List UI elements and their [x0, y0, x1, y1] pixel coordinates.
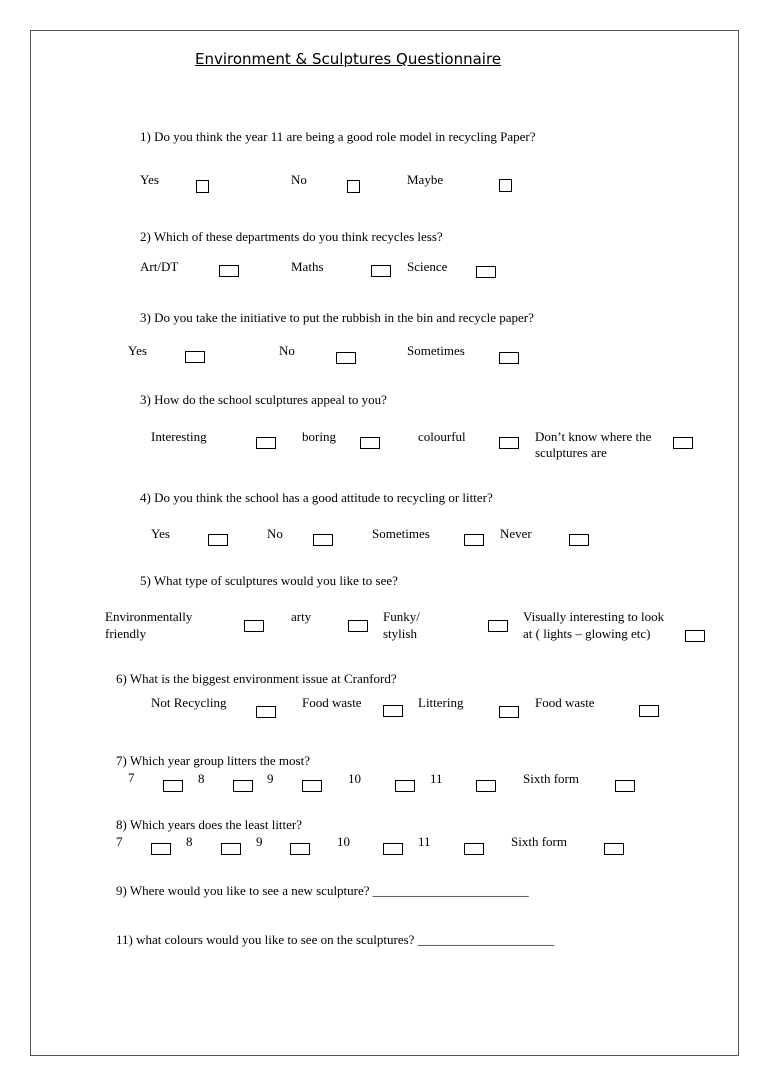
- q6-funky-checkbox[interactable]: [488, 620, 508, 632]
- q9-9-checkbox[interactable]: [290, 843, 310, 855]
- question-2-label: 2) Which of these departments do you think recycles less?: [140, 229, 443, 244]
- q1-option-yes: Yes: [140, 172, 159, 187]
- q7-option-food-waste: Food waste: [302, 695, 362, 710]
- q6-arty-checkbox[interactable]: [348, 620, 368, 632]
- question-8-label: 7) Which year group litters the most?: [116, 753, 310, 768]
- question-6-label: 5) What type of sculptures would you like to see?: [140, 573, 398, 588]
- q7-option-food-waste-2: Food waste: [535, 695, 595, 710]
- q4-interesting-checkbox[interactable]: [256, 437, 276, 449]
- q3-option-no: No: [279, 343, 295, 358]
- q1-option-no: No: [291, 172, 307, 187]
- q8-option-7: 7: [128, 770, 135, 785]
- q6-option-visually-line1: Visually interesting to look: [523, 609, 665, 624]
- q6-visually-checkbox[interactable]: [685, 630, 705, 642]
- question-10-label: 9) Where would you like to see a new sculpture? ________________________: [116, 883, 529, 898]
- q5-option-no: No: [267, 526, 283, 541]
- q1-option-maybe: Maybe: [407, 172, 444, 187]
- q3-option-sometimes: Sometimes: [407, 343, 465, 358]
- q4-colourful-checkbox[interactable]: [499, 437, 519, 449]
- q9-7-checkbox[interactable]: [151, 843, 171, 855]
- page-title: Environment & Sculptures Questionnaire: [195, 50, 502, 68]
- q5-option-yes: Yes: [151, 526, 170, 541]
- q5-option-sometimes: Sometimes: [372, 526, 430, 541]
- q8-7-checkbox[interactable]: [163, 780, 183, 792]
- q5-no-checkbox[interactable]: [313, 534, 333, 546]
- q8-11-checkbox[interactable]: [476, 780, 496, 792]
- q6-option-funky-line1: Funky/: [383, 609, 420, 624]
- q6-option-arty: arty: [291, 609, 312, 624]
- q7-not-recycling-checkbox[interactable]: [256, 706, 276, 718]
- q5-option-never: Never: [500, 526, 532, 541]
- question-9-label: 8) Which years does the least litter?: [116, 817, 303, 832]
- q8-10-checkbox[interactable]: [395, 780, 415, 792]
- q2-option-art-dt: Art/DT: [140, 259, 179, 274]
- question-3-label: 3) Do you take the initiative to put the rubbish in the bin and recycle paper?: [140, 310, 534, 325]
- q1-yes-checkbox[interactable]: [196, 180, 209, 193]
- q2-maths-checkbox[interactable]: [371, 265, 391, 277]
- q6-option-environmentally-line1: Environmentally: [105, 609, 193, 624]
- question-11-label: 11) what colours would you like to see on the sculptures? _____________________: [116, 932, 555, 947]
- q9-11-checkbox[interactable]: [464, 843, 484, 855]
- q2-art-dt-checkbox[interactable]: [219, 265, 239, 277]
- q3-yes-checkbox[interactable]: [185, 351, 205, 363]
- q4-option-dont-know-line1: Don’t know where the: [535, 429, 652, 444]
- q4-dont-know-checkbox[interactable]: [673, 437, 693, 449]
- q3-no-checkbox[interactable]: [336, 352, 356, 364]
- q2-option-science: Science: [407, 259, 448, 274]
- q8-option-11: 11: [430, 771, 443, 786]
- q9-option-7: 7: [116, 834, 123, 849]
- q6-option-visually-line2: at ( lights – glowing etc): [523, 626, 651, 641]
- q4-boring-checkbox[interactable]: [360, 437, 380, 449]
- q8-sixth-form-checkbox[interactable]: [615, 780, 635, 792]
- q4-option-interesting: Interesting: [151, 429, 207, 444]
- q5-never-checkbox[interactable]: [569, 534, 589, 546]
- question-4-label: 3) How do the school sculptures appeal to you?: [140, 392, 387, 407]
- q8-8-checkbox[interactable]: [233, 780, 253, 792]
- q7-food-waste-2-checkbox[interactable]: [639, 705, 659, 717]
- q8-option-8: 8: [198, 771, 205, 786]
- q2-option-maths: Maths: [291, 259, 324, 274]
- q9-option-11: 11: [418, 834, 431, 849]
- q7-littering-checkbox[interactable]: [499, 706, 519, 718]
- q7-option-not-recycling: Not Recycling: [151, 695, 227, 710]
- q5-yes-checkbox[interactable]: [208, 534, 228, 546]
- q4-option-dont-know-line2: sculptures are: [535, 445, 607, 460]
- q6-environmentally-checkbox[interactable]: [244, 620, 264, 632]
- q4-option-colourful: colourful: [418, 429, 466, 444]
- q9-8-checkbox[interactable]: [221, 843, 241, 855]
- q5-sometimes-checkbox[interactable]: [464, 534, 484, 546]
- q8-option-sixth-form: Sixth form: [523, 771, 579, 786]
- q9-option-9: 9: [256, 834, 263, 849]
- q8-option-10: 10: [348, 771, 361, 786]
- q8-9-checkbox[interactable]: [302, 780, 322, 792]
- question-5-label: 4) Do you think the school has a good attitude to recycling or litter?: [140, 490, 493, 505]
- q9-option-sixth-form: Sixth form: [511, 834, 567, 849]
- q7-option-littering: Littering: [418, 695, 464, 710]
- q2-science-checkbox[interactable]: [476, 266, 496, 278]
- question-7-label: 6) What is the biggest environment issue at Cranford?: [116, 671, 397, 686]
- q7-food-waste-checkbox[interactable]: [383, 705, 403, 717]
- q9-option-8: 8: [186, 834, 193, 849]
- page-border: [30, 30, 739, 1056]
- q9-sixth-form-checkbox[interactable]: [604, 843, 624, 855]
- q6-option-funky-line2: stylish: [383, 626, 417, 641]
- q9-option-10: 10: [337, 834, 350, 849]
- q6-option-environmentally-line2: friendly: [105, 626, 147, 641]
- q3-sometimes-checkbox[interactable]: [499, 352, 519, 364]
- q9-10-checkbox[interactable]: [383, 843, 403, 855]
- q1-maybe-checkbox[interactable]: [499, 179, 512, 192]
- q4-option-boring: boring: [302, 429, 336, 444]
- q1-no-checkbox[interactable]: [347, 180, 360, 193]
- q3-option-yes: Yes: [128, 343, 147, 358]
- q8-option-9: 9: [267, 771, 274, 786]
- question-1-label: 1) Do you think the year 11 are being a good role model in recycling Paper?: [140, 129, 536, 144]
